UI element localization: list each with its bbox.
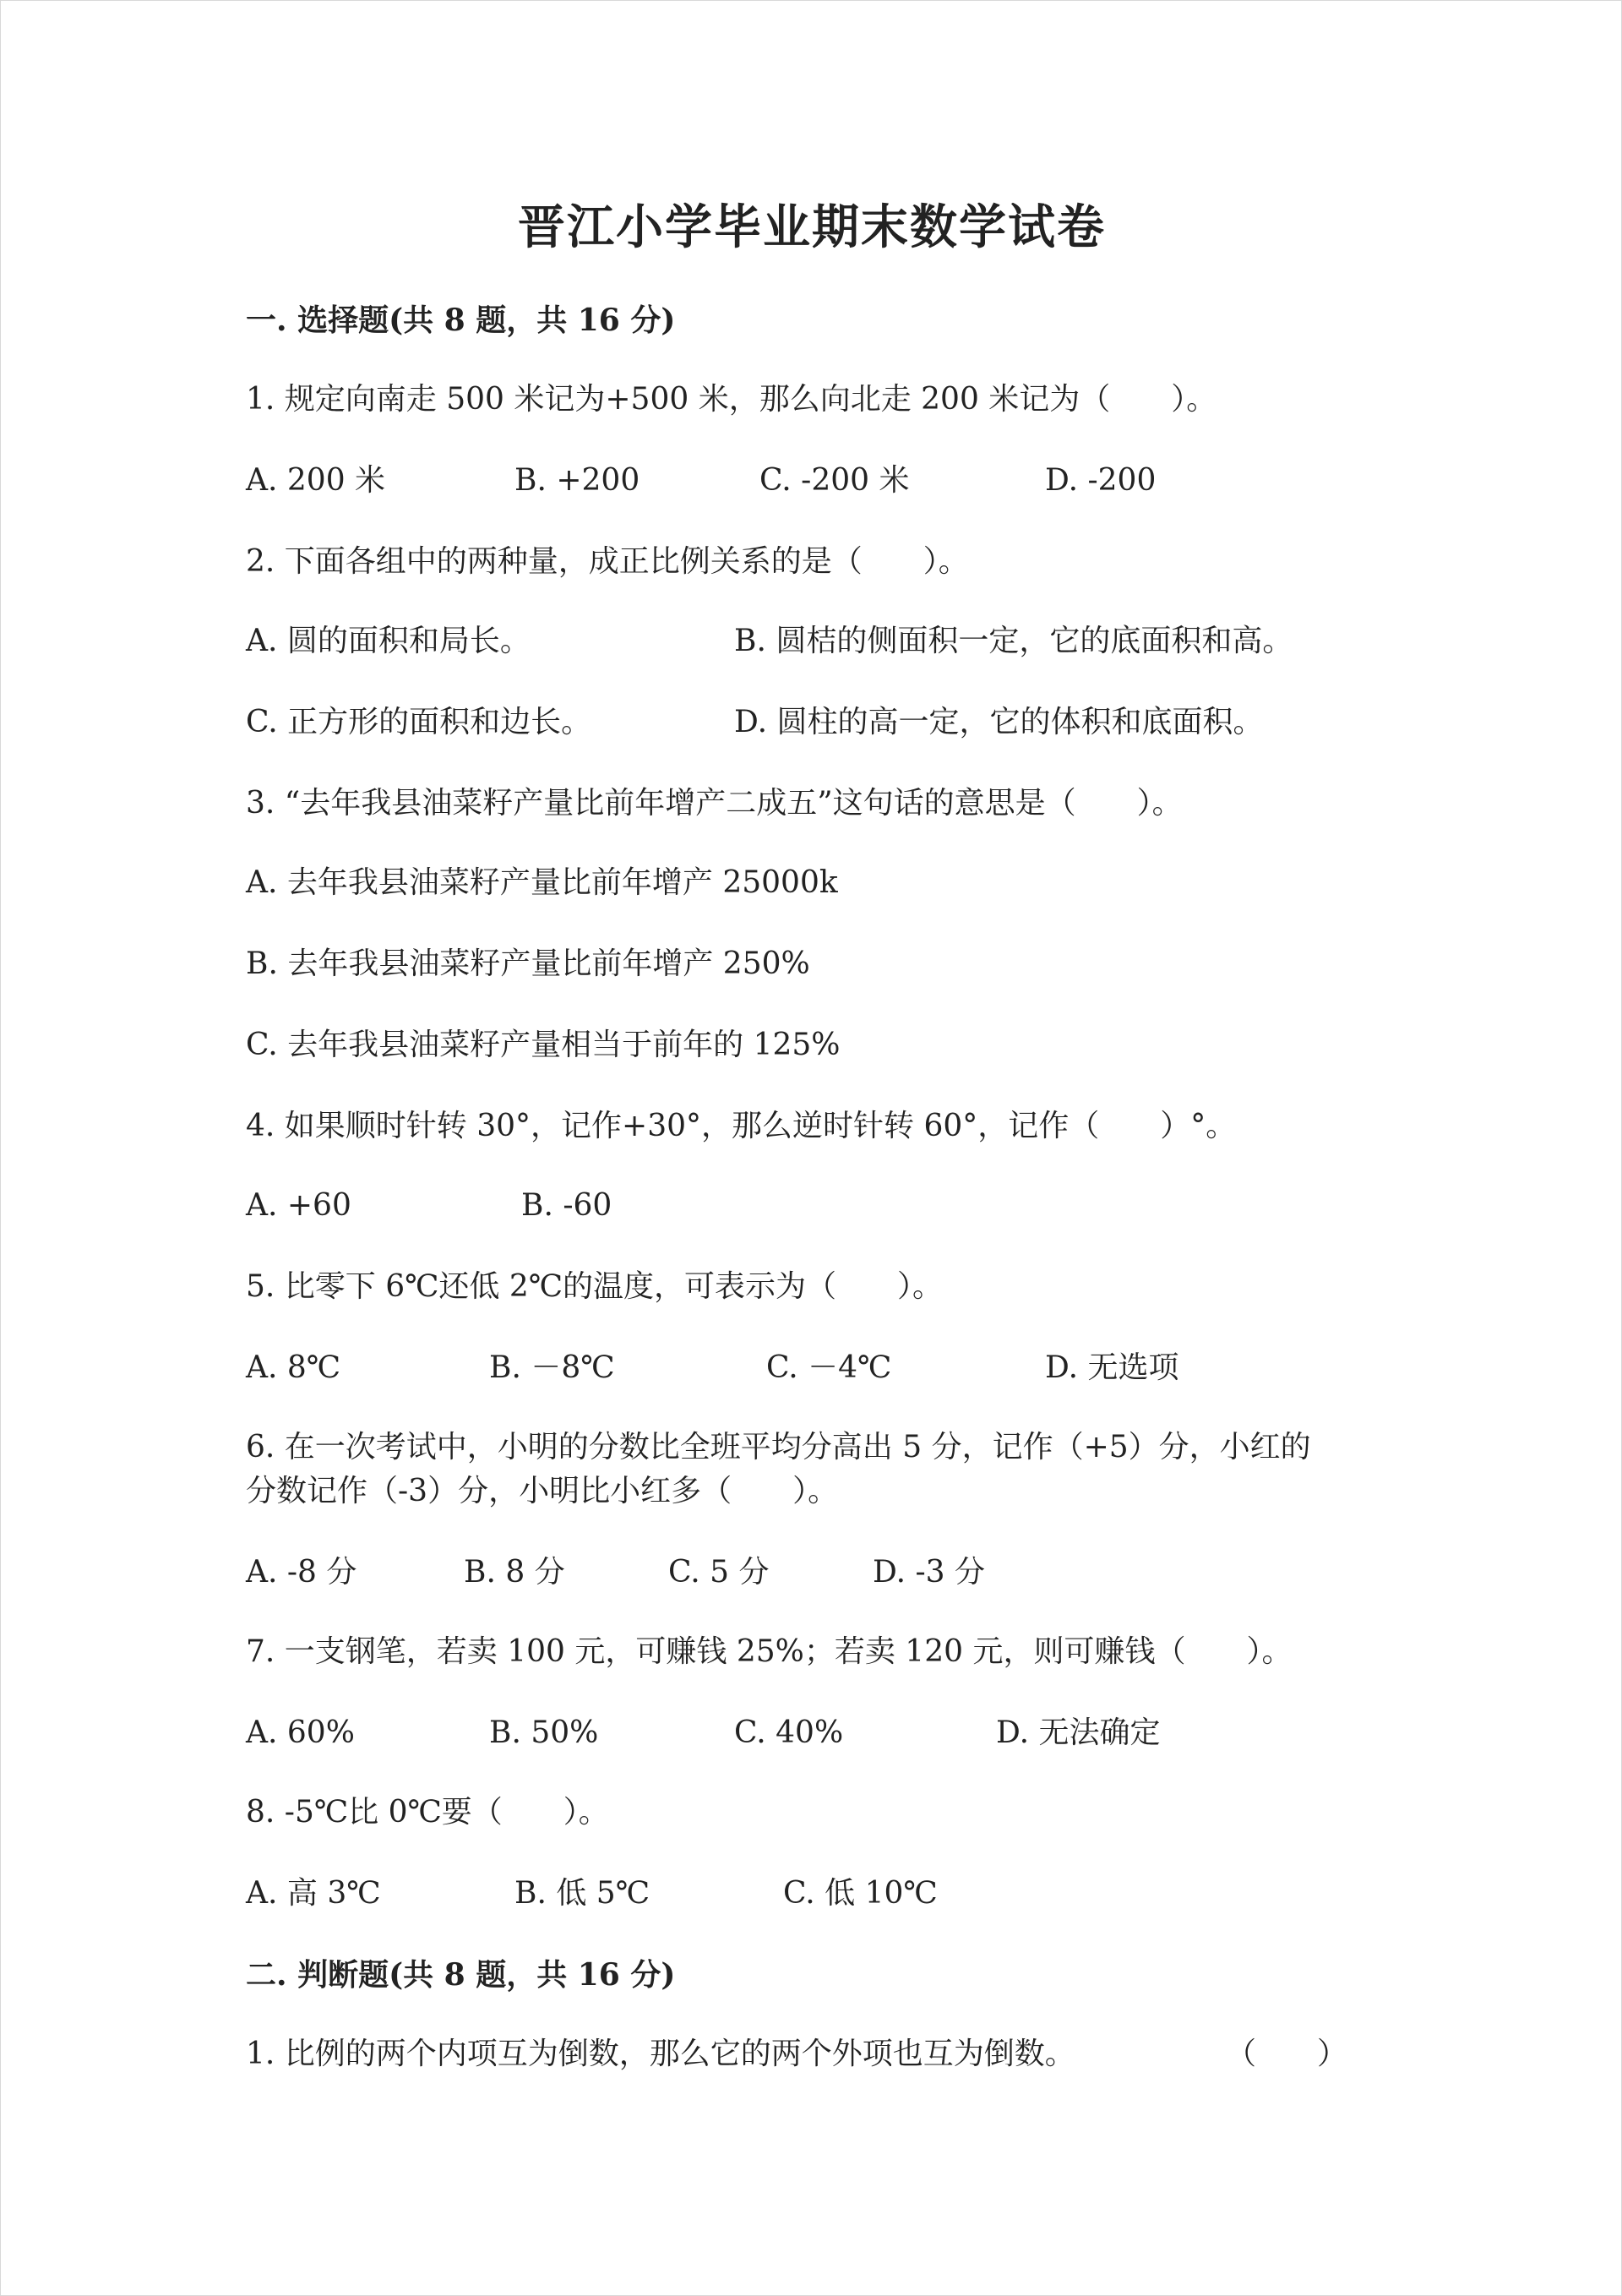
question-6-option-c: C. 5 分 bbox=[668, 1555, 770, 1590]
question-6-option-a: A. -8 分 bbox=[246, 1555, 357, 1590]
page-title: 晋江小学毕业期末数学试卷 bbox=[518, 199, 1106, 255]
question-1-option-c: C. -200 米 bbox=[759, 463, 910, 498]
question-6-option-b: B. 8 分 bbox=[464, 1555, 565, 1590]
question-5-option-d: D. 无选项 bbox=[1045, 1350, 1179, 1385]
question-1-option-d: D. -200 bbox=[1045, 463, 1157, 498]
question-7-option-b: B. 50% bbox=[489, 1715, 599, 1750]
question-1-option-a: A. 200 米 bbox=[246, 463, 386, 498]
question-5-option-b: B. －8℃ bbox=[489, 1350, 615, 1385]
question-2-option-b: B. 圆桔的侧面积一定，它的底面积和高。 bbox=[734, 624, 1293, 658]
question-7-option-d: D. 无法确定 bbox=[996, 1715, 1161, 1750]
question-1-option-b: B. +200 bbox=[514, 463, 640, 498]
question-5-option-c: C. －4℃ bbox=[766, 1350, 892, 1385]
question-4-text: 4. 如果顺时针转 30°，记作+30°，那么逆时针转 60°，记作（ ）°。 bbox=[246, 1109, 1237, 1143]
question-8-text: 8. -5℃比 0℃要（ ）。 bbox=[246, 1795, 609, 1830]
question-2-option-d: D. 圆柱的高一定，它的体积和底面积。 bbox=[734, 705, 1264, 739]
question-8-option-b: B. 低 5℃ bbox=[514, 1876, 650, 1911]
question-6-option-d: D. -3 分 bbox=[873, 1555, 985, 1590]
question-1-text: 1. 规定向南走 500 米记为+500 米，那么向北走 200 米记为（ ）。 bbox=[246, 382, 1217, 417]
judgement-1-answer-blank: （ ） bbox=[1226, 2037, 1348, 2071]
question-2-text: 2. 下面各组中的两种量，成正比例关系的是（ ）。 bbox=[246, 544, 969, 579]
judgement-1-text: 1. 比例的两个内项互为倒数，那么它的两个外项也互为倒数。 bbox=[246, 2037, 1075, 2071]
question-3-option-a: A. 去年我县油菜籽产量比前年增产 25000k bbox=[246, 865, 838, 900]
question-6-text-line-1: 6. 在一次考试中，小明的分数比全班平均分高出 5 分，记作（+5）分，小红的 bbox=[246, 1430, 1311, 1464]
question-7-option-a: A. 60% bbox=[246, 1715, 355, 1750]
question-4-option-b: B. -60 bbox=[521, 1188, 612, 1223]
question-5-text: 5. 比零下 6℃还低 2℃的温度，可表示为（ ）。 bbox=[246, 1269, 944, 1304]
question-4-option-a: A. +60 bbox=[246, 1188, 351, 1223]
section-heading-choice: 一. 选择题(共 8 题，共 16 分) bbox=[246, 303, 676, 338]
question-7-option-c: C. 40% bbox=[734, 1715, 844, 1750]
question-5-option-a: A. 8℃ bbox=[246, 1350, 341, 1385]
question-6-text-line-2: 分数记作（-3）分，小明比小红多（ ）。 bbox=[246, 1474, 839, 1508]
question-7-text: 7. 一支钢笔，若卖 100 元，可赚钱 25%；若卖 120 元，则可赚钱（ ）。 bbox=[246, 1634, 1293, 1669]
question-3-text: 3. “去年我县油菜籽产量比前年增产二成五”这句话的意思是（ ）。 bbox=[246, 786, 1183, 821]
question-3-option-c: C. 去年我县油菜籽产量相当于前年的 125% bbox=[246, 1028, 841, 1062]
section-heading-judgement: 二. 判断题(共 8 题，共 16 分) bbox=[246, 1957, 676, 1993]
question-2-option-c: C. 正方形的面积和边长。 bbox=[246, 705, 592, 739]
question-8-option-c: C. 低 10℃ bbox=[783, 1876, 938, 1911]
question-3-option-b: B. 去年我县油菜籽产量比前年增产 250% bbox=[246, 946, 810, 981]
question-2-option-a: A. 圆的面积和局长。 bbox=[246, 624, 531, 658]
question-8-option-a: A. 高 3℃ bbox=[246, 1876, 381, 1911]
